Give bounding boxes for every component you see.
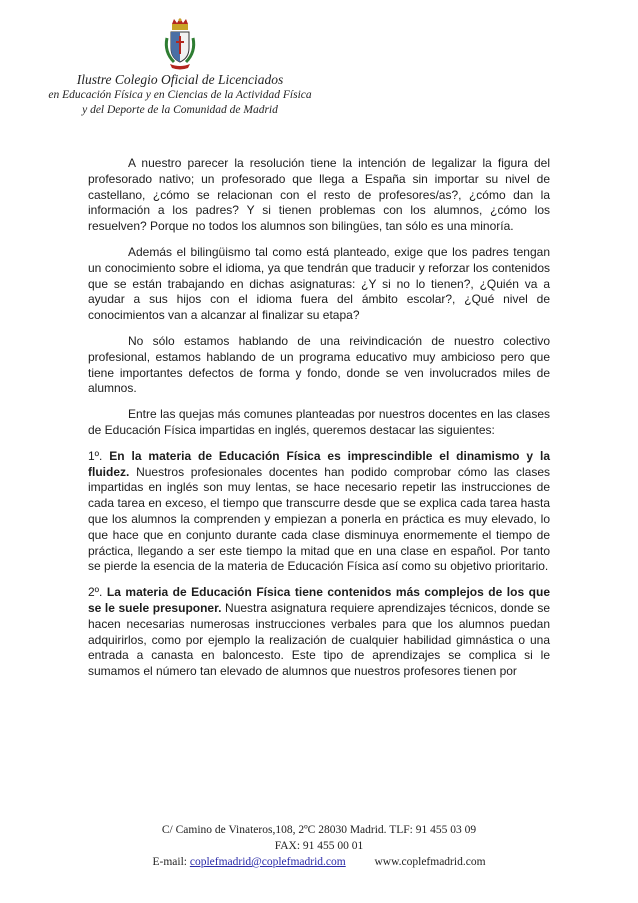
footer-email-link[interactable]: coplefmadrid@coplefmadrid.com: [189, 856, 346, 868]
organization-header: [0, 72, 360, 118]
paragraph-3: No sólo estamos hablando de una reivindicación de nuestro colectivo profesional, estamos hablando de un programa educativo muy ambicioso pero que tiene importantes defectos de forma y fondo, donde se ven involucrados miles de alumnos.: [88, 333, 550, 396]
point-1-heading: En la materia de Educación Física es imprescindible el dinamismo y la fluidez.: [88, 448, 550, 479]
header-line-1: Ilustre Colegio Oficial de Licenciados: [76, 72, 284, 87]
paragraph-4: Entre las quejas más comunes planteadas por nuestros docentes en las clases de Educación Física impartidas en inglés, queremos destacar las siguientes:: [88, 407, 550, 437]
footer-fax: FAX: 91 455 00 01: [274, 840, 364, 852]
point-2-text: Nuestra asignatura requiere aprendizajes técnicos, donde se hacen necesarias numerosas instrucciones verbales para que los alumnos puedan adquirirlos, como por ejemplo la realización de cualquier habilidad gimnástica o una entrada a canasta en baloncesto. Este tipo de aprendizajes se complica si le sumamos el número tan elevado de alumnos que nuestros profesores tienen por: [88, 600, 550, 679]
footer-email-label: E-mail:: [152, 856, 190, 868]
point-1-number: 1º.: [88, 448, 103, 463]
footer-contact-line: [0, 854, 638, 870]
header-line-3: y del Deporte de la Comunidad de Madrid: [82, 104, 278, 116]
coat-of-arms-crest-icon: [160, 18, 200, 70]
letter-body: [88, 156, 550, 690]
point-1-text: Nuestros profesionales docentes han podido comprobar cómo las clases impartidas en inglés son muy lentas, se hace necesario repetir las instrucciones de cada tarea en exceso, el tiempo que transcurre desde que se explica cada tarea hasta que los alumnos la comprenden y empiezan a ponerla en práctica es muy elevado, lo que hace que en conjunto durante cada clase disminuya enormemente el tiempo de práctica, llegando a ser este tiempo la mitad que en una clase en español. Por tanto se pierde la esencia de la materia de Educación Física así como su objetivo prioritario.: [88, 464, 550, 574]
point-1: [88, 449, 550, 575]
point-2: [88, 585, 550, 680]
point-2-heading: La materia de Educación Física tiene contenidos más complejos de los que se le suele presuponer.: [88, 585, 550, 615]
paragraph-1: A nuestro parecer la resolución tiene la intención de legalizar la figura del profesorado nativo; un profesorado que llega a España sin importar su nivel de castellano, ¿cómo se relacionan con el resto de profesores/as?, ¿cómo dan la información a los padres? Y si tienen problemas con los alumnos, ¿cómo los resuelven? Porque no todos los alumnos son bilingües, tan sólo es una minoría.: [88, 156, 550, 234]
footer-website[interactable]: www.coplefmadrid.com: [374, 856, 486, 868]
point-2-number: 2º.: [88, 585, 103, 600]
paragraph-2: Además el bilingüismo tal como está planteado, exige que los padres tengan un conocimiento sobre el idioma, ya que tendrán que traducir y reforzar los contenidos que se están trabajando en dichas asignaturas: ¿Y si no lo tienen?, ¿Quién va a ayudar a sus hijos con el idioma fuera del ámbito escolar?, ¿Qué nivel de conocimientos van a alcanzar al finalizar su etapa?: [88, 244, 550, 323]
letterhead-footer: [0, 822, 638, 870]
footer-address: C/ Camino de Vinateros,108, 2ºC 28030 Madrid. TLF: 91 455 03 09: [161, 824, 477, 836]
header-line-2: en Educación Física y en Ciencias de la Actividad Física: [48, 89, 312, 101]
